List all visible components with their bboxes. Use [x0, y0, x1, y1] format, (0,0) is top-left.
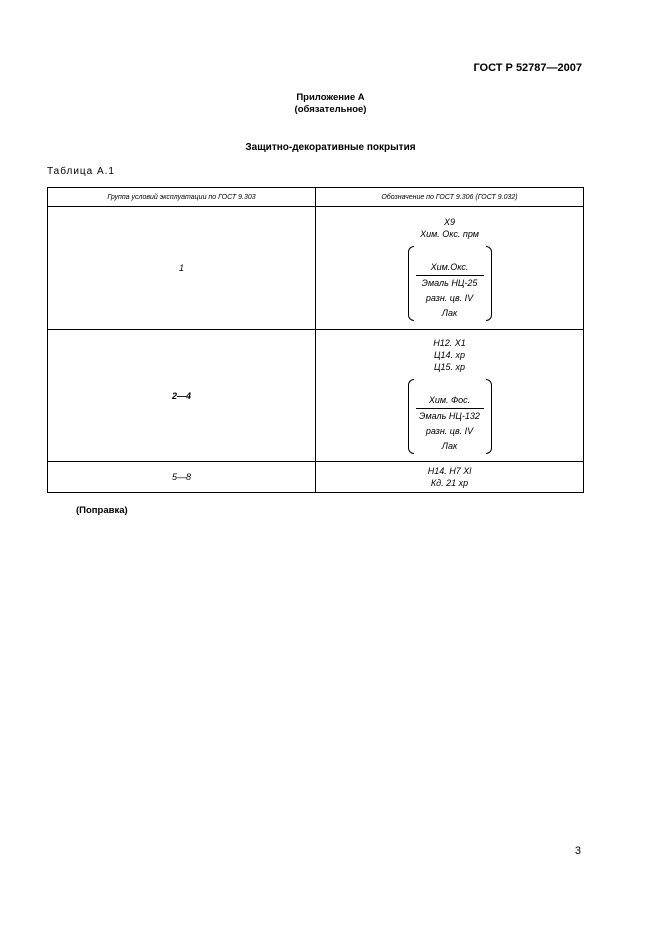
group-cell: 1 — [48, 207, 316, 330]
left-parenthesis — [408, 246, 414, 321]
designation-line: Х9 — [443, 216, 455, 227]
column-header-designation: Обозначение по ГОСТ 9.306 (ГОСТ 9.032) — [316, 188, 584, 207]
designation-line: Ц15. хр — [433, 362, 466, 372]
table-row — [48, 462, 584, 493]
designation-cell — [316, 330, 584, 462]
bracket-line: Лак — [441, 307, 458, 318]
left-parenthesis — [408, 379, 414, 454]
group-cell: 2—4 — [48, 330, 316, 462]
table-row — [48, 330, 584, 462]
bracket-line: разн. цв. IV — [425, 426, 474, 436]
designation-cell — [316, 207, 584, 330]
table-header-row — [48, 188, 584, 207]
column-header-group: Группа условий эксплуатации по ГОСТ 9.303 — [48, 188, 316, 207]
table-label: Таблица А.1 — [47, 166, 115, 177]
page-number: 3 — [574, 845, 581, 857]
table-row — [48, 207, 584, 330]
designation-line: Н12. Х1 — [433, 338, 466, 348]
designation-cell — [316, 462, 584, 493]
bracket-line: Хим.Окс. — [416, 260, 484, 276]
bracket-line: Эмаль НЦ-25 — [421, 277, 478, 288]
document-number: ГОСТ Р 52787—2007 — [473, 62, 582, 74]
designation-line: Кд. 21 хр — [430, 478, 469, 488]
designation-line: Ц14. хр — [433, 350, 466, 360]
bracketed-coating — [412, 246, 488, 321]
appendix-heading — [0, 92, 661, 116]
designation-line: Хим. Окс. прм — [420, 228, 479, 239]
amendment-note: (Поправка) — [76, 505, 128, 516]
bracket-line: Эмаль НЦ-132 — [419, 411, 480, 421]
bracketed-coating — [412, 379, 488, 454]
bracket-line: разн. цв. IV — [425, 292, 474, 303]
appendix-title: Приложение А — [296, 92, 365, 103]
bracket-line: Хим. Фос. — [416, 393, 484, 409]
designation-line: Н14. Н7 Хl — [427, 466, 472, 476]
right-parenthesis — [486, 379, 492, 454]
section-title: Защитно-декоративные покрытия — [245, 142, 416, 153]
coatings-table — [47, 187, 584, 493]
designation-top-lines — [316, 216, 583, 240]
group-cell: 5—8 — [48, 462, 316, 493]
designation-top-lines — [316, 337, 583, 373]
appendix-status: (обязательное) — [294, 104, 367, 115]
designation-top-lines — [316, 465, 583, 489]
bracket-line: Лак — [441, 441, 458, 451]
right-parenthesis — [486, 246, 492, 321]
